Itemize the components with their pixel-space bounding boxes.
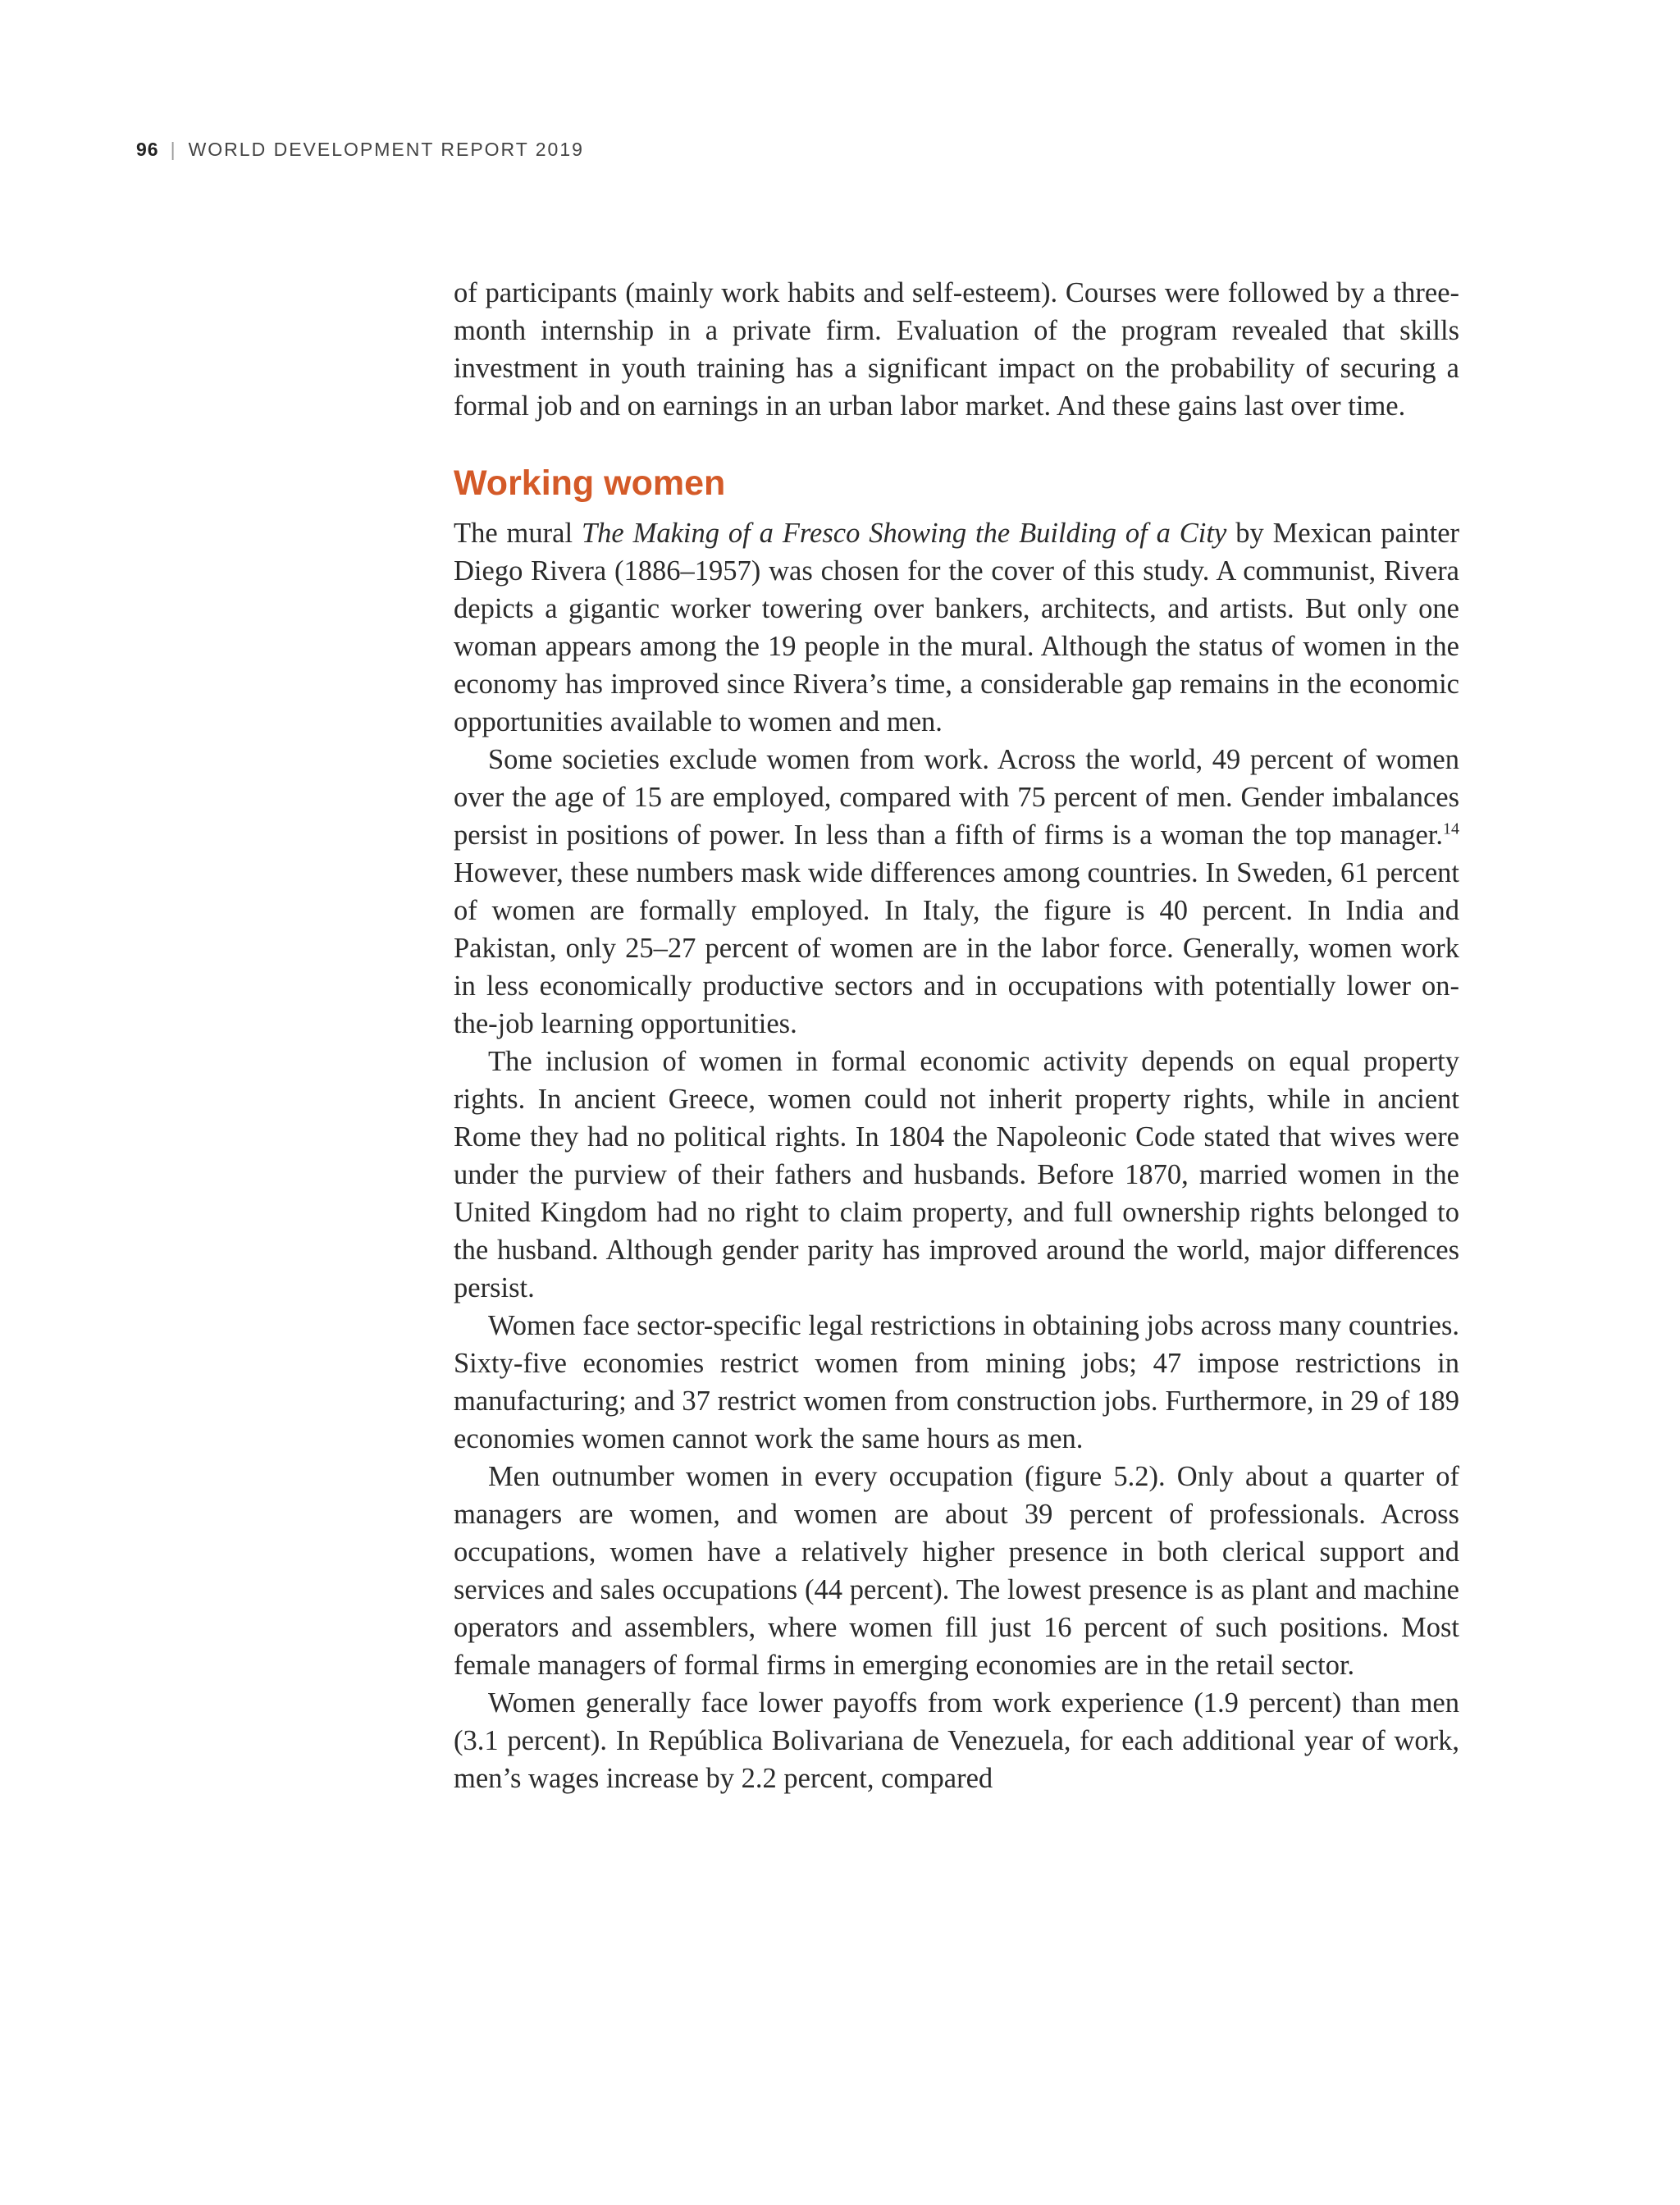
section-heading: Working women bbox=[454, 463, 726, 503]
mural-title: The Making of a Fresco Showing the Building of a City bbox=[581, 518, 1227, 549]
paragraph-exclusion bbox=[454, 741, 1459, 1043]
paragraph-mural-rest: by Mexican painter Diego Rivera (1886–1957) was chosen for the cover of this study. A communist, Rivera depicts a gigantic worker towering over bankers, architects, and artists. But only one woman appears among the 19 people in the mural. Although the status of women in the economy has improved since Rivera’s time, a considerable gap remains in the economic opportunities available to women and men. bbox=[454, 518, 1460, 737]
page-number: 96 bbox=[136, 139, 159, 160]
paragraph-mural-lead: The mural bbox=[454, 518, 582, 549]
paragraph-exclusion-lead: Some societies exclude women from work. Across the world, 49 percent of women over the age of 15 are employed, compared with 75 percent of men. Gender imbalances persist in positions of power. In less than a fifth of firms is a woman the top manager. bbox=[454, 744, 1459, 851]
footnote-ref[interactable]: 14 bbox=[1443, 819, 1459, 838]
running-title: WORLD DEVELOPMENT REPORT 2019 bbox=[188, 139, 584, 160]
paragraph-mural bbox=[454, 514, 1459, 741]
intro-paragraph: of participants (mainly work habits and self-esteem). Courses were followed by a three-month internship in a private firm. Evaluation of the program revealed that skills investment in youth training has a significant impact on the probability of securing a formal job and on earnings in an urban labor market. And these gains last over time. bbox=[454, 277, 1459, 422]
paragraph-legal-restrictions: Women face sector-specific legal restrictions in obtaining jobs across many countries. Sixty-five economies restrict women from mining jobs; 47 impose restrictions in manufacturing; and 37 restrict women from construction jobs. Furthermore, in 29 of 189 economies women cannot work the same hours as men. bbox=[454, 1310, 1459, 1454]
paragraph-property-rights: The inclusion of women in formal economic activity depends on equal property rights. In ancient Greece, women could not inherit property rights, while in ancient Rome they had no political rights. In 1804 the Napoleonic Code stated that wives were under the purview of their fathers and husbands. Before 1870, married women in the United Kingdom had no right to claim property, and full ownership rights belonged to the husband. Although gender parity has improved around the world, major differences persist. bbox=[454, 1046, 1459, 1303]
paragraph-occupations: Men outnumber women in every occupation (figure 5.2). Only about a quarter of managers are women, and women are about 39 percent of professionals. Across occupations, women have a relatively higher presence in both clerical support and services and sales occupations (44 percent). The lowest presence is as plant and machine operators and assemblers, where women fill just 16 percent of such positions. Most female managers of formal firms in emerging economies are in the retail sector. bbox=[454, 1461, 1459, 1681]
header-separator: | bbox=[170, 139, 177, 160]
paragraph-exclusion-rest: However, these numbers mask wide differences among countries. In Sweden, 61 percent of women are formally employed. In Italy, the figure is 40 percent. In India and Pakistan, only 25–27 percent of women are in the labor force. Generally, women work in less economically productive sectors and in occupations with potentially lower on-the-job learning opportunities. bbox=[454, 857, 1459, 1039]
running-header bbox=[136, 136, 584, 162]
body-text bbox=[454, 274, 1459, 1797]
paragraph-payoffs: Women generally face lower payoffs from work experience (1.9 percent) than men (3.1 percent). In República Bolivariana de Venezuela, for each additional year of work, men’s wages increase by 2.2 percent, compared bbox=[454, 1687, 1459, 1794]
